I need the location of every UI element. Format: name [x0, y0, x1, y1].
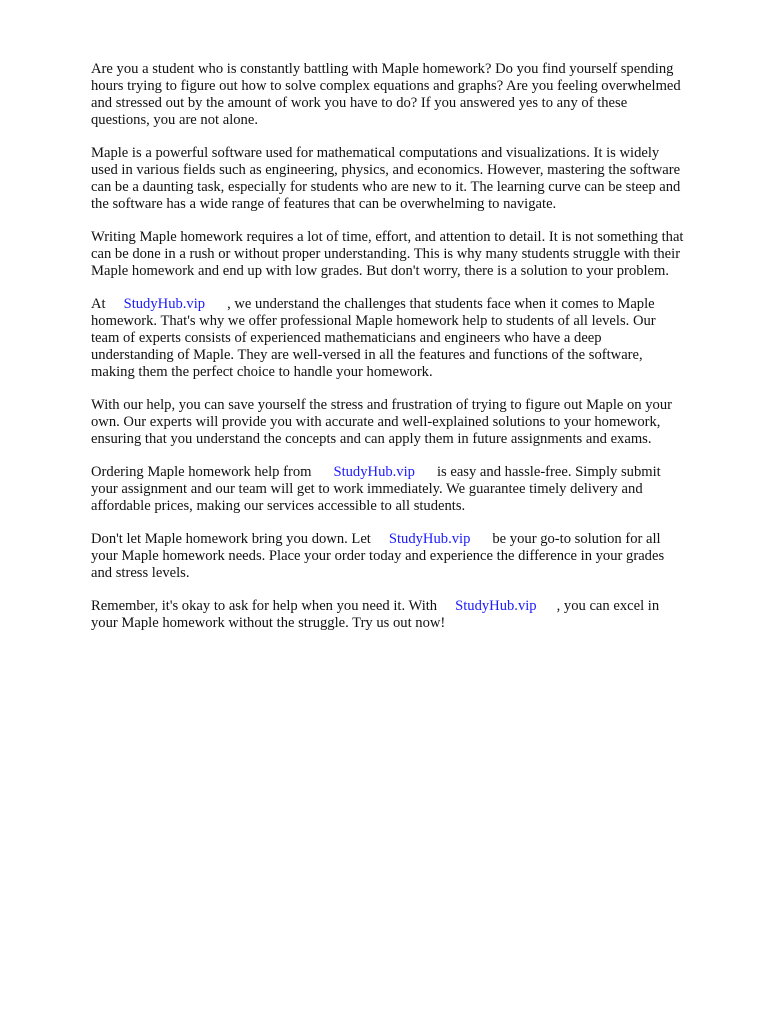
text-line: With our help, you can save yourself the stress and frustration of trying to figure out Maple on your [91, 397, 672, 413]
paragraph-ordering [91, 464, 725, 515]
studyhub-link[interactable]: StudyHub.vip [455, 598, 537, 614]
text-line: Are you a student who is constantly battling with Maple homework? Do you find yourself spending [91, 61, 674, 77]
text-line: the software has a wide range of features that can be overwhelming to navigate. [91, 196, 557, 212]
text-line [91, 531, 725, 548]
text-line [91, 598, 725, 615]
paragraph-remember [91, 598, 725, 632]
text-line: affordable prices, making our services accessible to all students. [91, 498, 466, 514]
studyhub-link[interactable]: StudyHub.vip [333, 464, 415, 480]
text-segment: , we understand the challenges that students face when it comes to Maple [227, 296, 655, 312]
text-line: hours trying to figure out how to solve complex equations and graphs? Are you feeling overwhelmed [91, 78, 681, 94]
text-line: and stress levels. [91, 565, 190, 581]
paragraph-dont-let [91, 531, 725, 582]
text-line: understanding of Maple. They are well-versed in all the features and functions of the software, [91, 347, 643, 363]
text-line: can be a daunting task, especially for students who are new to it. The learning curve can be steep and [91, 179, 681, 195]
text-line: Maple is a powerful software used for mathematical computations and visualizations. It is widely [91, 145, 660, 161]
text-line: questions, you are not alone. [91, 112, 258, 128]
paragraph-our-help [91, 397, 725, 448]
paragraph-about-maple [91, 145, 725, 213]
text-segment: , you can excel in [556, 598, 660, 614]
text-segment: Remember, it's okay to ask for help when you need it. With [91, 598, 438, 614]
text-line: homework. That's why we offer professional Maple homework help to students of all levels. Our [91, 313, 656, 329]
text-line: your assignment and our team will get to work immediately. We guarantee timely delivery and [91, 481, 643, 497]
text-line: Writing Maple homework requires a lot of time, effort, and attention to detail. It is not something that [91, 229, 684, 245]
text-line: own. Our experts will provide you with accurate and well-explained solutions to your homework, [91, 414, 661, 430]
text-line: team of experts consists of experienced mathematicians and engineers who have a deep [91, 330, 602, 346]
document-body [91, 61, 725, 648]
text-segment: Ordering Maple homework help from [91, 464, 312, 480]
studyhub-link[interactable]: StudyHub.vip [388, 531, 471, 547]
text-segment: At [91, 296, 106, 312]
text-segment: is easy and hassle-free. Simply submit [436, 464, 661, 480]
text-segment: be your go-to solution for all [492, 531, 661, 547]
text-line: ensuring that you understand the concepts and can apply them in future assignments and exams. [91, 431, 652, 447]
paragraph-intro [91, 61, 725, 129]
text-segment: Don't let Maple homework bring you down. Let [91, 531, 371, 547]
text-line: your Maple homework without the struggle. Try us out now! [91, 615, 446, 631]
studyhub-link[interactable]: StudyHub.vip [123, 296, 206, 312]
text-line: making them the perfect choice to handle your homework. [91, 364, 433, 380]
paragraph-studyhub-intro [91, 296, 725, 381]
text-line [91, 296, 725, 313]
text-line: Maple homework and end up with low grades. But don't worry, there is a solution to your problem. [91, 263, 670, 279]
text-line: can be done in a rush or without proper understanding. This is why many students struggle with their [91, 246, 681, 262]
text-line: your Maple homework needs. Place your order today and experience the difference in your grades [91, 548, 665, 564]
text-line: and stressed out by the amount of work you have to do? If you answered yes to any of these [91, 95, 628, 111]
text-line: used in various fields such as engineering, physics, and economics. However, mastering the software [91, 162, 681, 178]
paragraph-writing-homework [91, 229, 725, 280]
text-line [91, 464, 725, 481]
